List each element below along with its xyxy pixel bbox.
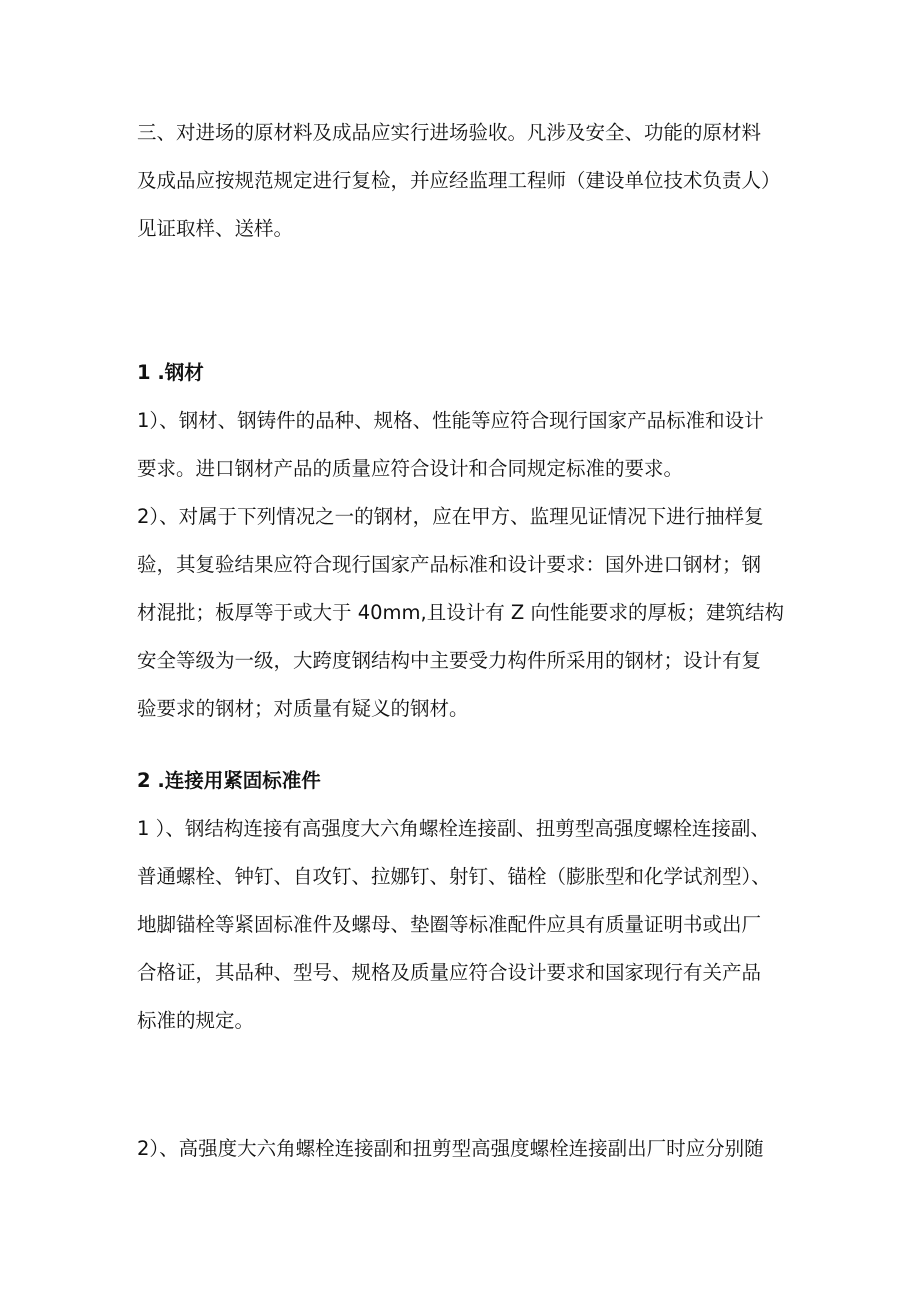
section2-item2-line-1: 2）、高强度大六角螺栓连接副和扭剪型高强度螺栓连接副出厂时应分别随 [137, 1137, 764, 1160]
intro-line-3: 见证取样、送样。 [137, 217, 294, 240]
intro-line-2: 及成品应按规范规定进行复检，并应经监理工程师（建设单位技术负责人） [137, 169, 781, 192]
section1-item2-line-1: 2）、对属于下列情况之一的钢材，应在甲方、监理见证情况下进行抽样复 [137, 505, 764, 528]
section1-item2-line-4: 安全等级为一级，大跨度钢结构中主要受力构件所采用的钢材；设计有复 [137, 649, 762, 672]
section1-item1-line-1: 1）、钢材、钢铸件的品种、规格、性能等应符合现行国家产品标准和设计 [137, 409, 764, 432]
section2-item1-line-1: 1 ）、钢结构连接有高强度大六角螺栓连接副、扭剪型高强度螺栓连接副、 [137, 817, 770, 840]
section1-item2-line-3: 材混批；板厚等于或大于 40mm,且设计有 Z 向性能要求的厚板；建筑结构 [137, 601, 784, 624]
section1-item1-line-2: 要求。进口钢材产品的质量应符合设计和合同规定标准的要求。 [137, 457, 684, 480]
section1-item2-line-5: 验要求的钢材；对质量有疑义的钢材。 [137, 697, 469, 720]
section2-heading: 2 .连接用紧固标准件 [137, 769, 321, 792]
section2-item1-line-4: 合格证，其品种、型号、规格及质量应符合设计要求和国家现行有关产品 [137, 961, 762, 984]
section2-item1-line-5: 标准的规定。 [137, 1009, 255, 1032]
section2-item1-line-3: 地脚锚栓等紧固标准件及螺母、垫圈等标准配件应具有质量证明书或出厂 [137, 913, 762, 936]
section1-item2-line-2: 验，其复验结果应符合现行国家产品标准和设计要求：国外进口钢材；钢 [137, 553, 762, 576]
section2-item1-line-2: 普通螺栓、钟钉、自攻钉、拉娜钉、射钉、锚栓（膨胀型和化学试剂型）、 [137, 865, 771, 888]
intro-line-1: 三、对进场的原材料及成品应实行进场验收。凡涉及安全、功能的原材料 [137, 121, 762, 144]
section1-heading: 1 .钢材 [137, 361, 204, 384]
